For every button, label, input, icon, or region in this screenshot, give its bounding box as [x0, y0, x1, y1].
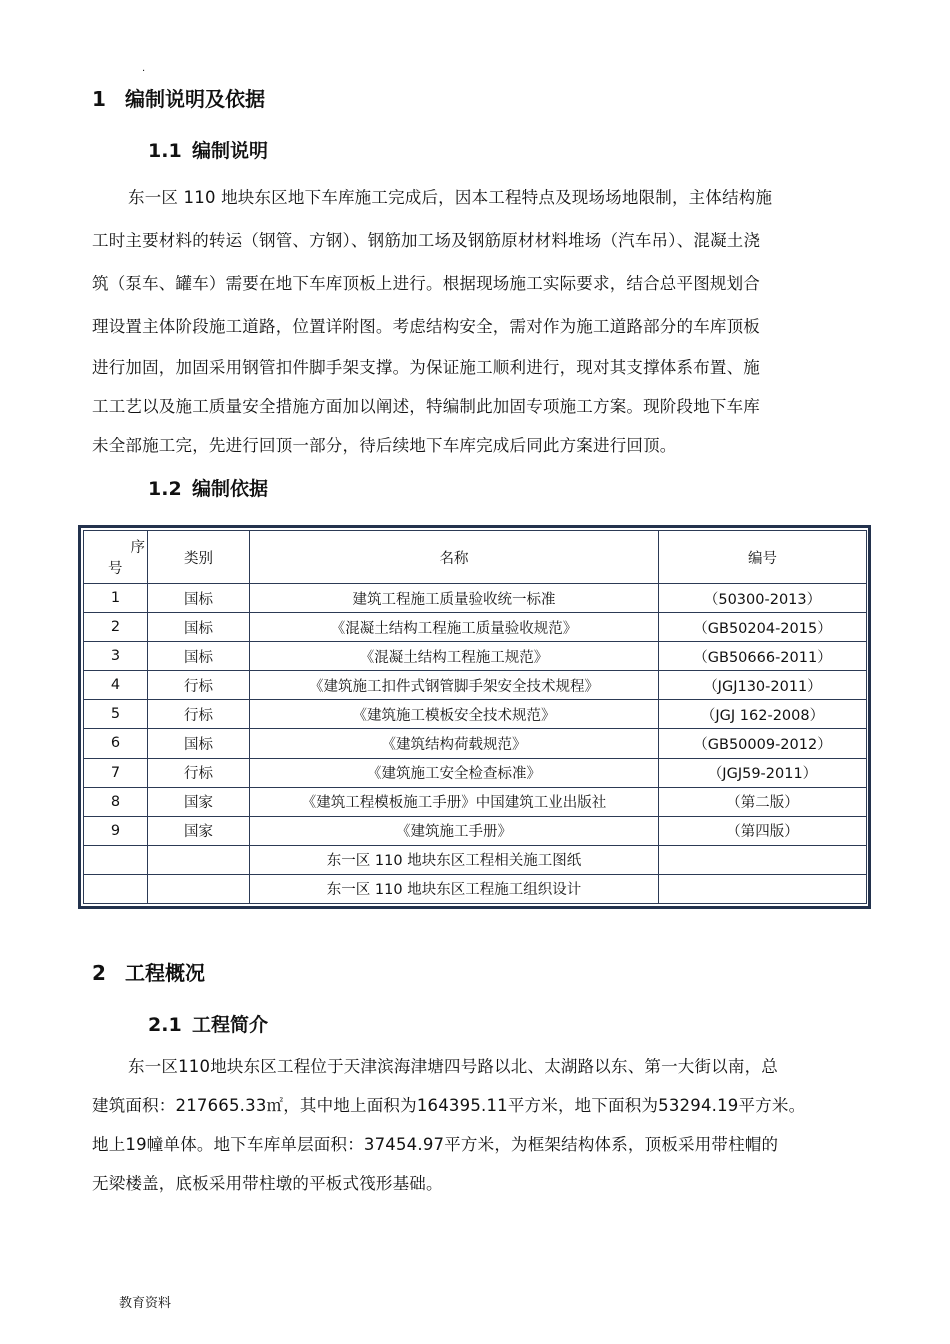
table-row [84, 816, 867, 845]
paragraph-line: 未全部施工完，先进行回顶一部分，待后续地下车库完成后同此方案进行回顶。 [92, 436, 677, 455]
cell-code: （JGJ59-2011） [659, 758, 867, 787]
cell-seq [84, 874, 148, 903]
table-row [84, 700, 867, 729]
paragraph-line: 工工艺以及施工质量安全措施方面加以阐述，特编制此加固专项施工方案。现阶段地下车库 [92, 397, 760, 416]
paragraph-line: 建筑面积：217665.33㎡，其中地上面积为164395.11平方米，地下面积为53294.19平方米。 [92, 1096, 806, 1115]
cell-name: 《建筑施工扣件式钢管脚手架安全技术规程》 [250, 671, 659, 700]
cell-code: （50300-2013） [659, 584, 867, 613]
cell-name: 《混凝土结构工程施工质量验收规范》 [250, 613, 659, 642]
cell-name: 《混凝土结构工程施工规范》 [250, 642, 659, 671]
cell-name: 《建筑结构荷载规范》 [250, 729, 659, 758]
cell-name: 《建筑施工安全检查标准》 [250, 758, 659, 787]
cell-category: 国标 [148, 642, 250, 671]
cell-category: 国家 [148, 816, 250, 845]
cell-category: 国标 [148, 613, 250, 642]
heading-section-1-2 [148, 476, 268, 502]
cell-name: 建筑工程施工质量验收统一标准 [250, 584, 659, 613]
heading-number: 1 [92, 87, 106, 111]
cell-category: 行标 [148, 700, 250, 729]
paragraph-line: 东一区 110 地块东区地下车库施工完成后，因本工程特点及现场场地限制，主体结构施 [128, 188, 773, 207]
cell-name: 《建筑施工手册》 [250, 816, 659, 845]
heading-number: 1.2 [148, 478, 182, 500]
cell-seq: 3 [84, 642, 148, 671]
paragraph-line: 工时主要材料的转运（钢管、方钢）、钢筋加工场及钢筋原材材料堆场（汽车吊）、混凝土浇 [92, 231, 761, 250]
cell-name: 东一区 110 地块东区工程施工组织设计 [250, 874, 659, 903]
header-seq-part: 序 [130, 540, 145, 557]
basis-table [83, 530, 867, 904]
table-header-row [84, 531, 867, 584]
cell-category: 国标 [148, 729, 250, 758]
heading-title: 编制依据 [192, 478, 269, 500]
page-mark: . [142, 63, 146, 74]
table-row [84, 584, 867, 613]
header-name: 名称 [250, 531, 659, 584]
cell-code: （GB50204-2015） [659, 613, 867, 642]
cell-seq [84, 845, 148, 874]
cell-category: 国标 [148, 584, 250, 613]
paragraph-line: 理设置主体阶段施工道路，位置详附图。考虑结构安全，需对作为施工道路部分的车库顶板 [92, 317, 760, 336]
cell-seq: 6 [84, 729, 148, 758]
heading-number: 1.1 [148, 140, 182, 162]
heading-title: 工程简介 [192, 1014, 269, 1036]
cell-name: 《建筑工程模板施工手册》中国建筑工业出版社 [250, 787, 659, 816]
heading-section-1 [92, 86, 265, 112]
cell-category: 国家 [148, 787, 250, 816]
cell-category: 行标 [148, 758, 250, 787]
table-row [84, 787, 867, 816]
heading-title: 工程概况 [125, 961, 205, 985]
cell-code: （第四版） [659, 816, 867, 845]
table-row [84, 874, 867, 903]
cell-category [148, 874, 250, 903]
heading-title: 编制说明 [192, 140, 269, 162]
cell-code: （JGJ130-2011） [659, 671, 867, 700]
cell-code [659, 874, 867, 903]
table-row [84, 845, 867, 874]
paragraph-description-cont [92, 219, 862, 465]
header-code: 编号 [659, 531, 867, 584]
paragraph-description [128, 176, 868, 219]
cell-seq: 5 [84, 700, 148, 729]
cell-name: 东一区 110 地块东区工程相关施工图纸 [250, 845, 659, 874]
paragraph-line: 进行加固，加固采用钢管扣件脚手架支撑。为保证施工顺利进行，现对其支撑体系布置、施 [92, 358, 760, 377]
paragraph-line: 东一区110地块东区工程位于天津滨海津塘四号路以北、太湖路以东、第一大街以南，总 [128, 1057, 778, 1076]
cell-seq: 7 [84, 758, 148, 787]
cell-code: （GB50666-2011） [659, 642, 867, 671]
cell-seq: 1 [84, 584, 148, 613]
header-category: 类别 [148, 531, 250, 584]
table-row [84, 642, 867, 671]
cell-code: （GB50009-2012） [659, 729, 867, 758]
cell-seq: 9 [84, 816, 148, 845]
paragraph-line: 筑（泵车、罐车）需要在地下车库顶板上进行。根据现场施工实际要求，结合总平图规划合 [92, 274, 760, 293]
cell-seq: 2 [84, 613, 148, 642]
cell-code: （第二版） [659, 787, 867, 816]
cell-code [659, 845, 867, 874]
paragraph-overview-cont [92, 1086, 862, 1203]
cell-seq: 8 [84, 787, 148, 816]
cell-category: 行标 [148, 671, 250, 700]
cell-code: （JGJ 162-2008） [659, 700, 867, 729]
cell-name: 《建筑施工模板安全技术规范》 [250, 700, 659, 729]
table-row [84, 758, 867, 787]
cell-category [148, 845, 250, 874]
heading-section-1-1 [148, 138, 268, 164]
cell-seq: 4 [84, 671, 148, 700]
table-row [84, 671, 867, 700]
paragraph-line: 无梁楼盖，底板采用带柱墩的平板式筏形基础。 [92, 1174, 443, 1193]
footer-label: 教育资料 [119, 1296, 172, 1311]
heading-number: 2 [92, 961, 106, 985]
heading-number: 2.1 [148, 1014, 182, 1036]
heading-section-2 [92, 960, 205, 986]
heading-title: 编制说明及依据 [125, 87, 265, 111]
header-seq [84, 531, 148, 584]
table-row [84, 729, 867, 758]
paragraph-overview [128, 1047, 868, 1086]
table-row [84, 613, 867, 642]
header-seq-part: 号 [108, 561, 123, 578]
heading-section-2-1 [148, 1012, 268, 1038]
paragraph-line: 地上19幢单体。地下车库单层面积：37454.97平方米，为框架结构体系，顶板采用带柱帽的 [92, 1135, 779, 1154]
